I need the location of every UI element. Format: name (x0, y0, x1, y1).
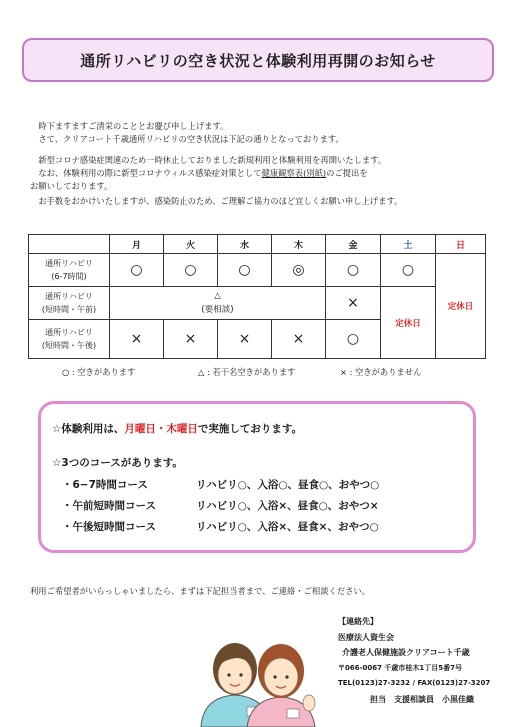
table-row (29, 287, 486, 320)
cell-fri: × (326, 287, 381, 320)
cell-mon: × (110, 320, 164, 359)
cell-wed: × (218, 320, 272, 359)
day-header-thu: 木 (272, 235, 326, 254)
contact-person: 担当 支援相談員 小黒佳織 (370, 694, 474, 704)
legend-available: ○ : 空きがあります (62, 367, 136, 377)
row-label: 通所リハビリ (6-7時間) (29, 254, 110, 287)
contact-address: 〒066-0067 千歳市桂木1丁目5番7号 (338, 663, 463, 672)
courses-heading: ☆3つのコースがあります。 (52, 457, 183, 469)
row-label: 通所リハビリ (短時間・午前) (29, 287, 110, 320)
day-header-mon: 月 (110, 235, 164, 254)
staff-right-figure (247, 644, 315, 727)
legend-none: × : 空きがありません (340, 367, 422, 377)
day-header-wed: 水 (218, 235, 272, 254)
footer-note: 利用ご希望者がいらっしゃいましたら、まずは下記担当者まで、ご連絡・ご相談ください。 (30, 586, 371, 596)
cell-sat: ○ (381, 254, 436, 287)
cell-tue: ○ (164, 254, 218, 287)
intro-line-4: なお、体験利用の際に新型コロナウィルス感染症対策として健康観察表(別紙)のご提出を (38, 168, 368, 178)
day-header-tue: 火 (164, 235, 218, 254)
sunday-closed: 定休日 (436, 254, 486, 359)
page-title (22, 38, 494, 82)
trial-days-line: ☆体験利用は、月曜日・木曜日で実施しております。 (52, 423, 303, 435)
course-detail: リハビリ○、入浴○、昼食○、おやつ○ (196, 479, 380, 491)
table-corner (29, 235, 110, 254)
page-title-text: 通所リハビリの空き状況と体験利用再開のお知らせ (80, 51, 436, 70)
cell-thu: ◎ (272, 254, 326, 287)
intro-text (30, 120, 500, 208)
cell-fri: ○ (326, 320, 381, 359)
intro-line-3: 新型コロナ感染症関連のため一時休止しておりました新規利用と体験利用を再開いたします。 (38, 155, 387, 165)
course-name: ・6−7時間コース (62, 479, 148, 491)
cell-mon-thu-merged: △ (要相談) (110, 287, 326, 320)
cell-thu: × (272, 320, 326, 359)
intro-line-5: お願いしております。 (30, 181, 113, 191)
day-header-sat: 土 (381, 235, 436, 254)
day-header-fri: 金 (326, 235, 381, 254)
contact-heading: 【連絡先】 (338, 617, 378, 626)
table-row (29, 254, 486, 287)
row-label: 通所リハビリ (短時間・午後) (29, 320, 110, 359)
trial-days: 月曜日・木曜日 (124, 423, 198, 435)
contact-phone: TEL(0123)27-3232 / FAX(0123)27-3207 (338, 679, 491, 687)
day-header-sun: 日 (436, 235, 486, 254)
course-name: ・午前短時間コース (62, 500, 156, 512)
health-form-link: 健康観察表(別紙) (261, 168, 327, 178)
cell-tue: × (164, 320, 218, 359)
staff-illustration (193, 625, 323, 727)
course-detail: リハビリ○、入浴×、昼食○、おやつ× (196, 500, 379, 512)
contact-block (338, 614, 490, 707)
saturday-closed: 定休日 (381, 287, 436, 359)
legend-few: △ : 若干名空きがあります (198, 367, 296, 377)
course-detail: リハビリ○、入浴×、昼食×、おやつ○ (196, 521, 379, 533)
availability-table (28, 234, 486, 359)
cell-fri: ○ (326, 254, 381, 287)
intro-line-1: 時下ますますご清栄のこととお慶び申し上げます。 (38, 121, 229, 131)
course-name: ・午後短時間コース (62, 521, 156, 533)
cell-wed: ○ (218, 254, 272, 287)
contact-org: 医療法人資生会 (338, 632, 394, 642)
intro-line-2: さて、クリアコート千歳通所リハビリの空き状況は下記の通りとなっております。 (38, 134, 344, 144)
intro-line-6: お手数をおかけいたしますが、感染防止のため、ご理解ご協力のほど宜しくお願い申し上げます。 (38, 196, 403, 206)
cell-mon: ○ (110, 254, 164, 287)
contact-facility: 介護老人保健施設クリアコート千歳 (342, 648, 470, 657)
